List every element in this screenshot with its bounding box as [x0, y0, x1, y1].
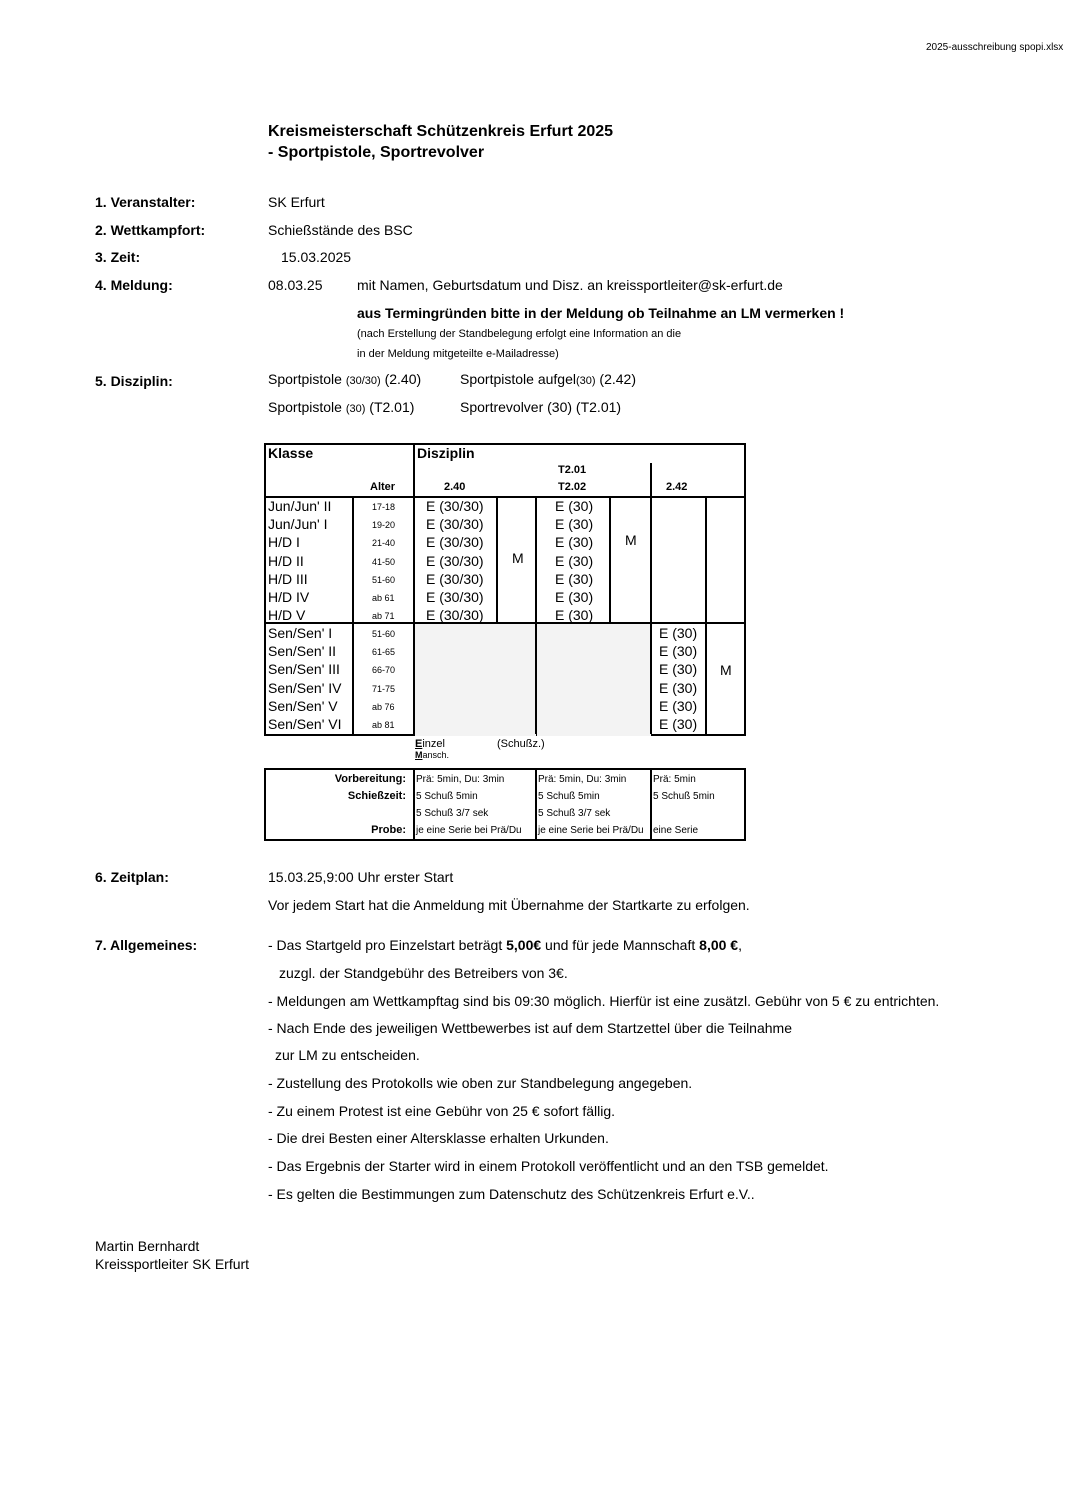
vline-klasse [413, 445, 415, 734]
c3-schiesszeit-1: 5 Schuß 5min [653, 791, 715, 802]
schiesszeit-label: Schießzeit: [347, 790, 406, 802]
legend-schusszahl: (Schußz.) [497, 738, 545, 750]
disziplin-item-2: Sportpistole aufgel(30) (2.42) [460, 371, 636, 387]
vline-240-m [496, 497, 498, 623]
row-klasse: Sen/Sen' I [268, 625, 333, 641]
row-242: E (30) [659, 716, 698, 732]
row-t2: E (30) [555, 516, 594, 533]
row-242: E (30) [659, 661, 698, 678]
vline-t2-m [609, 497, 611, 623]
header-divider [266, 496, 744, 498]
row-t2: E (30) [555, 498, 594, 514]
row-alter: 41-50 [372, 556, 396, 567]
shade-240-senior [415, 624, 536, 736]
meldung-bold-note: aus Termingründen bitte in der Meldung ob Teilnahme an LM vermerken ! [357, 305, 845, 321]
allgemeines-line-5: zur LM zu entscheiden. [275, 1047, 420, 1063]
row-alter: ab 71 [372, 611, 395, 622]
allgemeines-line-10: - Es gelten die Bestimmungen zum Datenschutz des Schützenkreis Erfurt e.V.. [268, 1186, 755, 1202]
allgemeines-line-2: zuzgl. der Standgebühr des Betreibers von 3€. [279, 965, 568, 981]
veranstalter-value: SK Erfurt [268, 194, 325, 210]
allgemeines-line-7: - Zu einem Protest ist eine Gebühr von 25 € sofort fällig. [268, 1103, 616, 1119]
allgemeines-line-6: - Zustellung des Protokolls wie oben zur Standbelegung angegeben. [268, 1075, 693, 1091]
row-242: E (30) [659, 679, 698, 696]
vline-alter [352, 497, 354, 734]
disziplin-item-4: Sportrevolver (30) (T2.01) [460, 399, 622, 415]
row-klasse: Jun/Jun' II [268, 498, 332, 514]
mannschaft-242: M [720, 662, 732, 678]
row-240: E (30/30) [426, 570, 484, 587]
klasse-disziplin-table [264, 443, 746, 736]
disziplin-item-1: Sportpistole (30/30) (2.40) [268, 371, 422, 387]
c1-schiesszeit-1: 5 Schuß 5min [416, 791, 478, 802]
c2-schiesszeit-1: 5 Schuß 5min [538, 791, 600, 802]
header-t202: T2.02 [558, 481, 587, 493]
header-240: 2.40 [444, 481, 466, 493]
row-klasse: Sen/Sen' IV [268, 679, 342, 696]
meldung-note-1: (nach Erstellung der Standbelegung erfolgt eine Information an die [357, 328, 682, 340]
c1-vorbereitung: Prä: 5min, Du: 3min [416, 774, 505, 785]
row-alter: 71-75 [372, 683, 396, 694]
row-242: E (30) [659, 697, 698, 714]
row-klasse: H/D III [268, 570, 308, 587]
header-disziplin: Disziplin [417, 445, 475, 461]
zeitplan-label: 6. Zeitplan: [95, 869, 169, 885]
zeitplan-line-2: Vor jedem Start hat die Anmeldung mit Übernahme der Startkarte zu erfolgen. [268, 897, 750, 913]
allgemeines-line-3: - Meldungen am Wettkampftag sind bis 09:30 möglich. Hierfür ist eine zusätzl. Gebühr von 5 € zu entrichten. [268, 993, 940, 1009]
row-242: E (30) [659, 643, 698, 660]
tvline-3 [650, 770, 652, 839]
row-240: E (30/30) [426, 534, 484, 551]
row-alter: ab 76 [372, 701, 395, 712]
legend-mannschaft: Mansch. [415, 750, 450, 760]
legend-einzel: Einzel [415, 738, 445, 750]
wettkampfort-label: 2. Wettkampfort: [95, 222, 206, 238]
row-klasse: H/D V [268, 607, 306, 624]
allgemeines-line-9: - Das Ergebnis der Starter wird in einem Protokoll veröffentlicht und an den TSB gemeldet. [268, 1158, 829, 1174]
row-t2: E (30) [555, 534, 594, 551]
c1-probe: je eine Serie bei Prä/Du [416, 825, 522, 836]
row-240: E (30/30) [426, 516, 484, 533]
signature-name: Martin Bernhardt [95, 1238, 200, 1254]
vorbereitung-label: Vorbereitung: [334, 773, 406, 785]
row-klasse: Sen/Sen' III [268, 661, 340, 678]
row-t2: E (30) [555, 589, 594, 605]
zeitplan-line-1: 15.03.25,9:00 Uhr erster Start [268, 869, 454, 885]
c2-schiesszeit-2: 5 Schuß 3/7 sek [538, 808, 611, 819]
row-alter: 17-18 [372, 502, 396, 512]
row-t2: E (30) [555, 552, 594, 569]
page-subtitle: - Sportpistole, Sportrevolver [268, 144, 485, 161]
row-klasse: Sen/Sen' V [268, 697, 338, 714]
row-alter: ab 81 [372, 720, 395, 730]
row-alter: ab 61 [372, 593, 395, 603]
row-t2: E (30) [555, 570, 594, 587]
allgemeines-line-8: - Die drei Besten einer Altersklasse erhalten Urkunden. [268, 1130, 609, 1146]
disziplin-label: 5. Disziplin: [95, 373, 173, 389]
allgemeines-label: 7. Allgemeines: [95, 937, 198, 953]
allgemeines-line-1: - Das Startgeld pro Einzelstart beträgt 5,00€ und für jede Mannschaft 8,00 €, [268, 937, 742, 953]
zeit-value: 15.03.2025 [281, 249, 352, 265]
row-klasse: Sen/Sen' VI [268, 716, 342, 732]
row-240: E (30/30) [426, 589, 484, 605]
zeit-label: 3. Zeit: [95, 249, 141, 265]
mannschaft-240: M [512, 550, 524, 566]
header-242: 2.42 [666, 481, 688, 493]
header-alter: Alter [370, 481, 396, 493]
header-t201: T2.01 [558, 464, 587, 476]
c2-probe: je eine Serie bei Prä/Du [538, 825, 644, 836]
row-240: E (30/30) [426, 552, 484, 569]
row-klasse: H/D IV [268, 589, 310, 605]
meldung-text: mit Namen, Geburtsdatum und Disz. an kreissportleiter@sk-erfurt.de [357, 277, 783, 293]
row-klasse: H/D II [268, 552, 304, 569]
tvline-1 [413, 770, 415, 839]
allgemeines-line-4: - Nach Ende des jeweiligen Wettbewerbes ist auf dem Startzettel über die Teilnahme [268, 1020, 792, 1036]
meldung-note-2: in der Meldung mitgeteilte e-Mailadresse) [357, 348, 559, 360]
wettkampfort-value: Schießstände des BSC [268, 222, 413, 238]
group-divider [266, 622, 744, 624]
row-240: E (30/30) [426, 498, 484, 514]
meldung-label: 4. Meldung: [95, 277, 173, 293]
c2-vorbereitung: Prä: 5min, Du: 3min [538, 774, 627, 785]
row-alter: 66-70 [372, 665, 396, 676]
row-alter: 61-65 [372, 647, 396, 658]
tvline-2 [535, 770, 537, 839]
row-alter: 19-20 [372, 520, 396, 531]
header-klasse: Klasse [268, 445, 314, 461]
vline-242-m [705, 497, 707, 734]
signature-role: Kreissportleiter SK Erfurt [95, 1256, 250, 1272]
meldung-date: 08.03.25 [268, 277, 323, 293]
vline-242 [650, 463, 652, 734]
row-klasse: H/D I [268, 534, 300, 551]
c3-vorbereitung: Prä: 5min [653, 774, 696, 785]
row-klasse: Jun/Jun' I [268, 516, 328, 533]
row-240: E (30/30) [426, 607, 484, 624]
probe-label: Probe: [371, 824, 406, 836]
vline-t2 [535, 497, 537, 734]
zeiten-table [264, 768, 746, 841]
row-t2: E (30) [555, 607, 594, 624]
mannschaft-t2: M [625, 532, 637, 548]
row-alter: 21-40 [372, 538, 396, 549]
file-label: 2025-ausschreibung spopi.xlsx [926, 42, 1064, 53]
c3-probe: eine Serie [653, 825, 699, 836]
page-title: Kreismeisterschaft Schützenkreis Erfurt 2025 [268, 123, 614, 140]
row-alter: 51-60 [372, 629, 396, 639]
row-klasse: Sen/Sen' II [268, 643, 337, 660]
veranstalter-label: 1. Veranstalter: [95, 194, 196, 210]
row-alter: 51-60 [372, 574, 396, 585]
shade-t2-senior [537, 624, 651, 736]
row-242: E (30) [659, 625, 698, 641]
c1-schiesszeit-2: 5 Schuß 3/7 sek [416, 808, 489, 819]
disziplin-item-3: Sportpistole (30) (T2.01) [268, 399, 415, 415]
